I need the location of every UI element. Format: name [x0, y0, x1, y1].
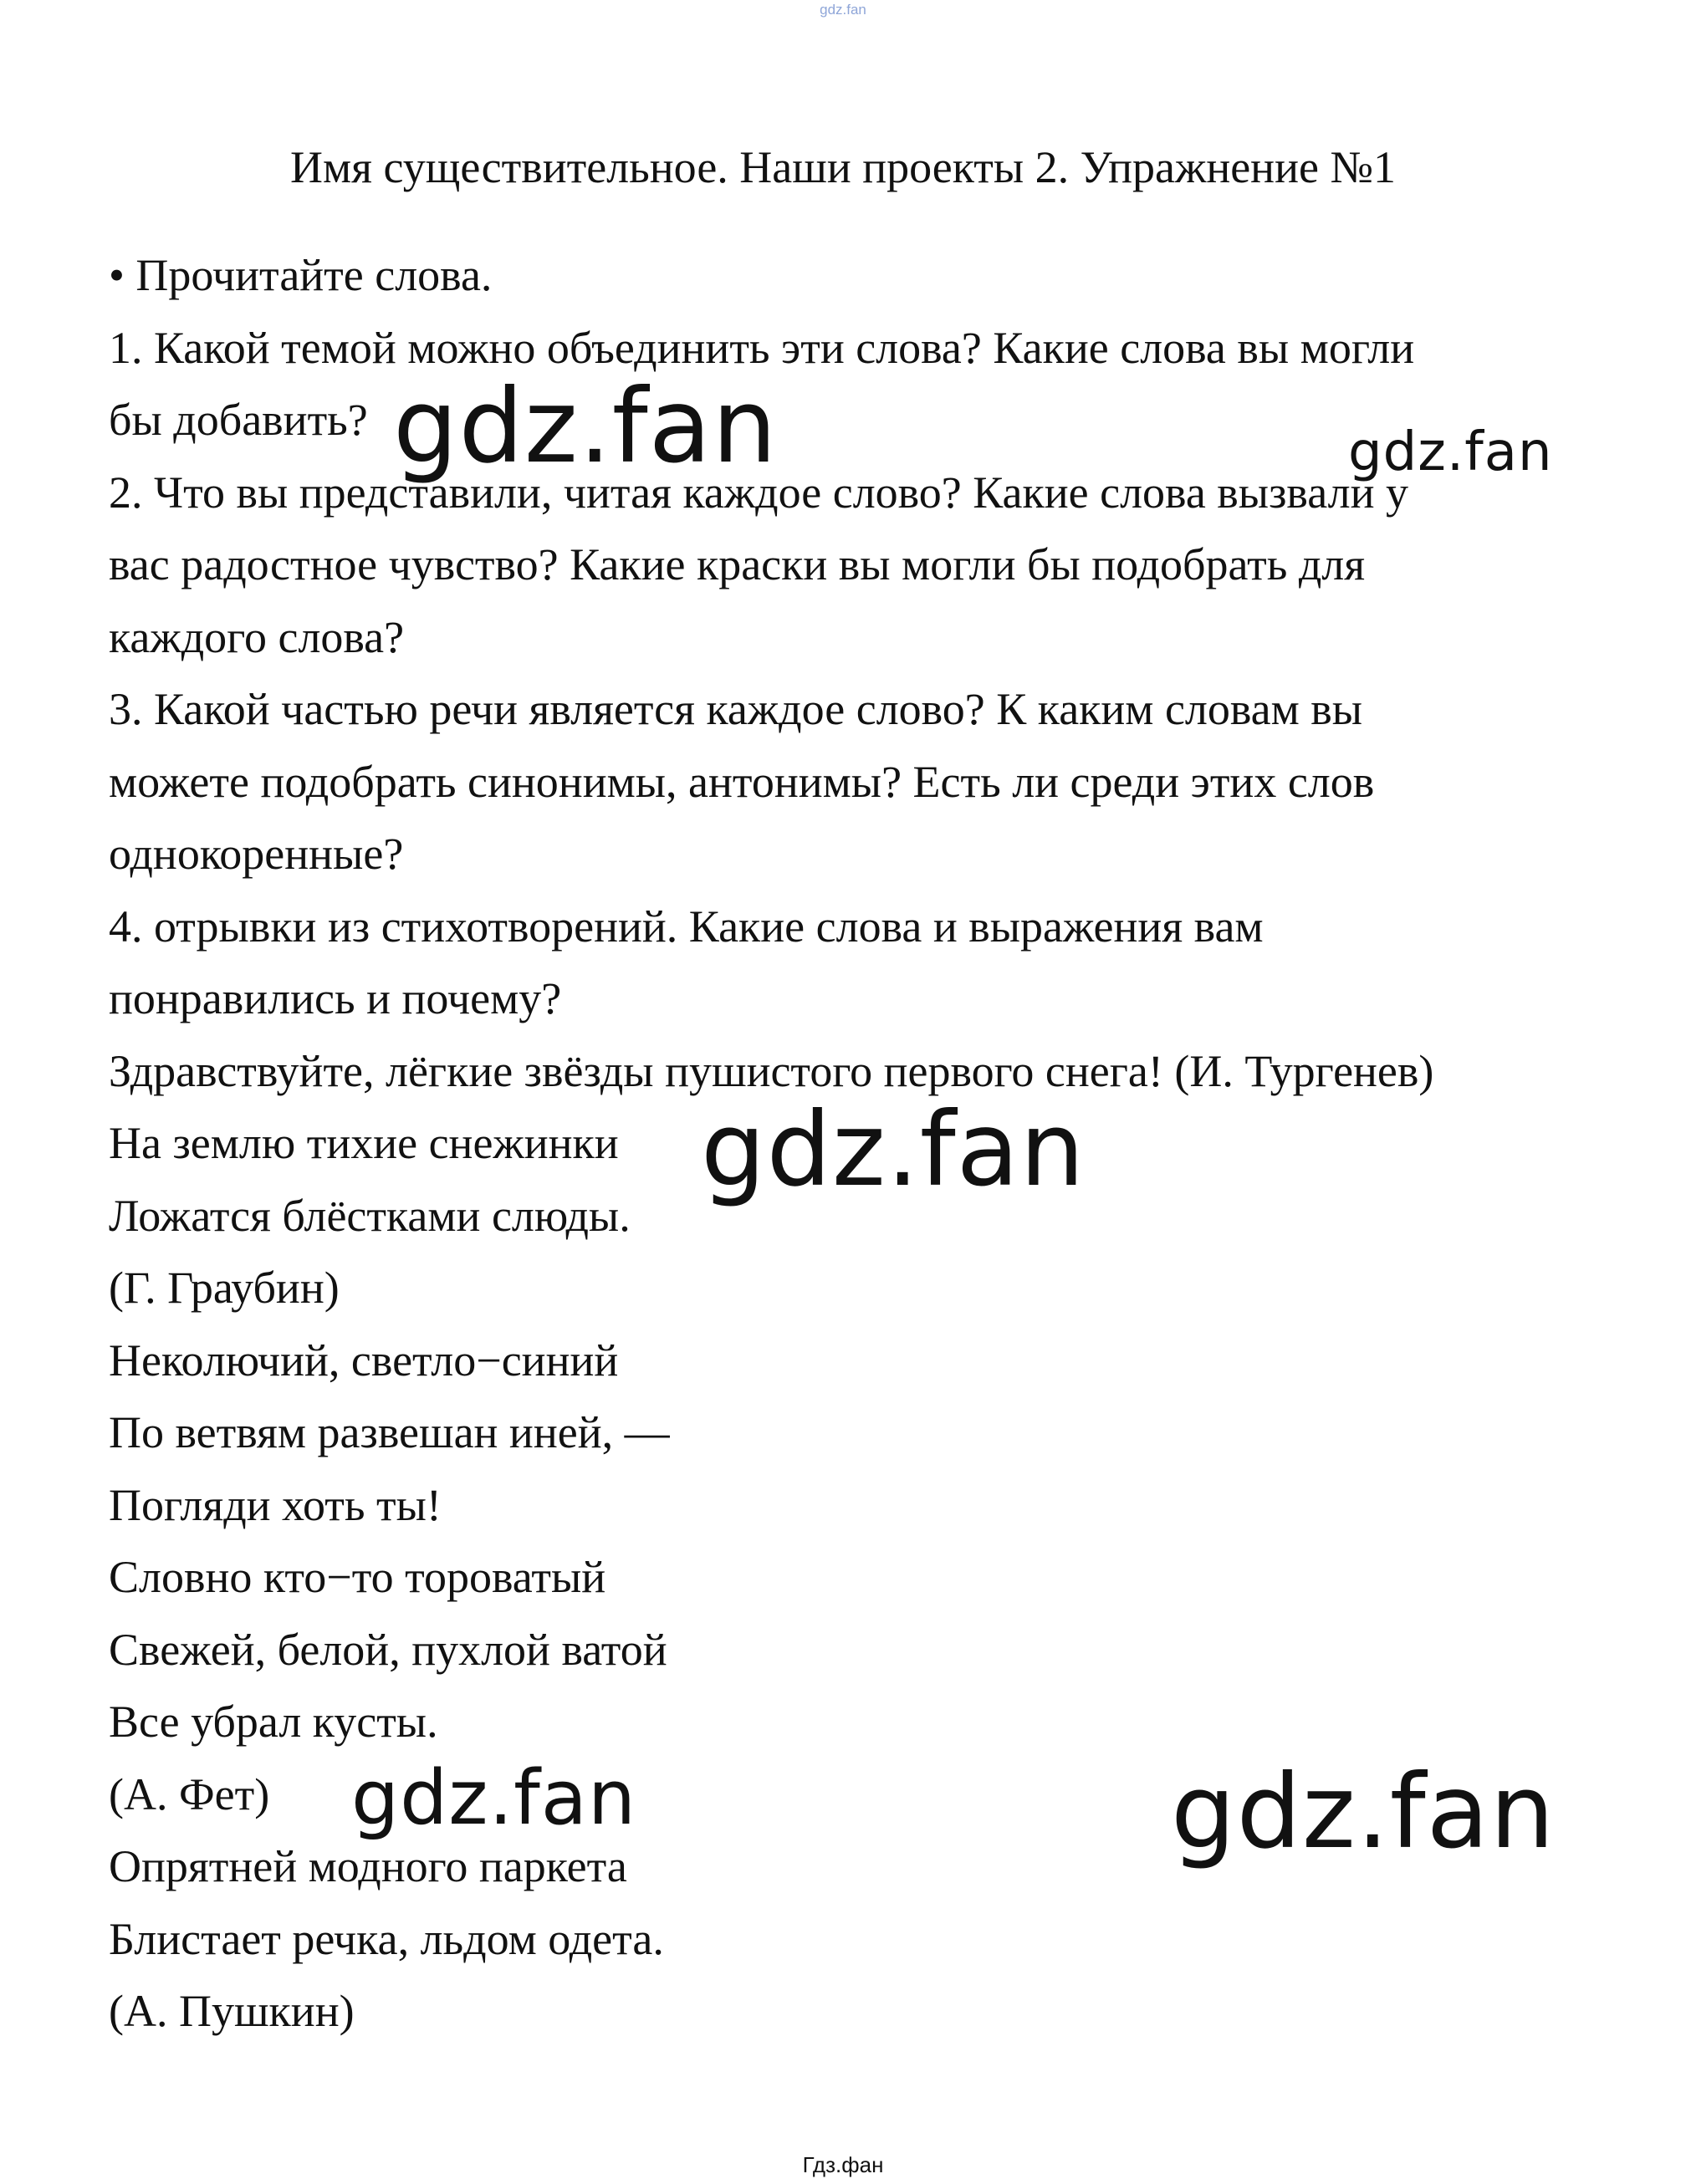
text-line: вас радостное чувство? Какие краски вы могли бы подобрать для: [109, 539, 1366, 589]
watermark: gdz.fan: [393, 367, 778, 486]
watermark: gdz.fan: [1171, 1753, 1556, 1871]
text-line: каждого слова?: [109, 611, 405, 662]
text-line: 2. Что вы представили, читая каждое слово? Какие слова вызвали у: [109, 467, 1408, 518]
watermark: gdz.fan: [351, 1754, 636, 1842]
poem-author: (А. Пушкин): [109, 1986, 355, 2036]
poem-line: Ложатся блёстками слюды.: [109, 1190, 631, 1241]
text-line: понравились и почему?: [109, 973, 562, 1023]
text-line: • Прочитайте слова.: [109, 250, 493, 300]
poem-line: Свежей, белой, пухлой ватой: [109, 1624, 667, 1675]
poem-line: Погляди хоть ты!: [109, 1479, 442, 1530]
text-line: 1. Какой темой можно объединить эти слова? Какие слова вы могли: [109, 322, 1415, 373]
text-line: 4. отрывки из стихотворений. Какие слова и выражения вам: [109, 901, 1264, 952]
poem-line: На землю тихие снежинки: [109, 1118, 619, 1168]
poem-line: По ветвям развешан иней, —: [109, 1407, 670, 1457]
text-line: можете подобрать синонимы, антонимы? Есть ли среди этих слов: [109, 756, 1375, 807]
text-line: 3. Какой частью речи является каждое слово? К каким словам вы: [109, 684, 1363, 734]
poem-line: Все убрал кусты.: [109, 1697, 438, 1747]
page-title: Имя существительное. Наши проекты 2. Упражнение №1: [290, 142, 1396, 192]
watermark: gdz.fan: [1348, 421, 1553, 483]
text-line: однокоренные?: [109, 829, 404, 879]
poem-line: Блистает речка, льдом одета.: [109, 1913, 664, 1964]
watermark: gdz.fan: [701, 1090, 1086, 1209]
poem-author: (А. Фет): [109, 1768, 270, 1819]
poem-line: Неколючий, светло−синий: [109, 1334, 619, 1385]
poem-line: Здравствуйте, лёгкие звёзды пушистого первого снега! (И. Тургенев): [109, 1045, 1434, 1096]
text-line: бы добавить?: [109, 395, 368, 445]
poem-line: Словно кто−то тороватый: [109, 1552, 606, 1602]
top-watermark: gdz.fan: [820, 2, 866, 18]
poem-line: Опрятней модного паркета: [109, 1841, 627, 1891]
poem-author: (Г. Граубин): [109, 1263, 340, 1313]
page-footer: Гдз.фан: [802, 2152, 884, 2177]
